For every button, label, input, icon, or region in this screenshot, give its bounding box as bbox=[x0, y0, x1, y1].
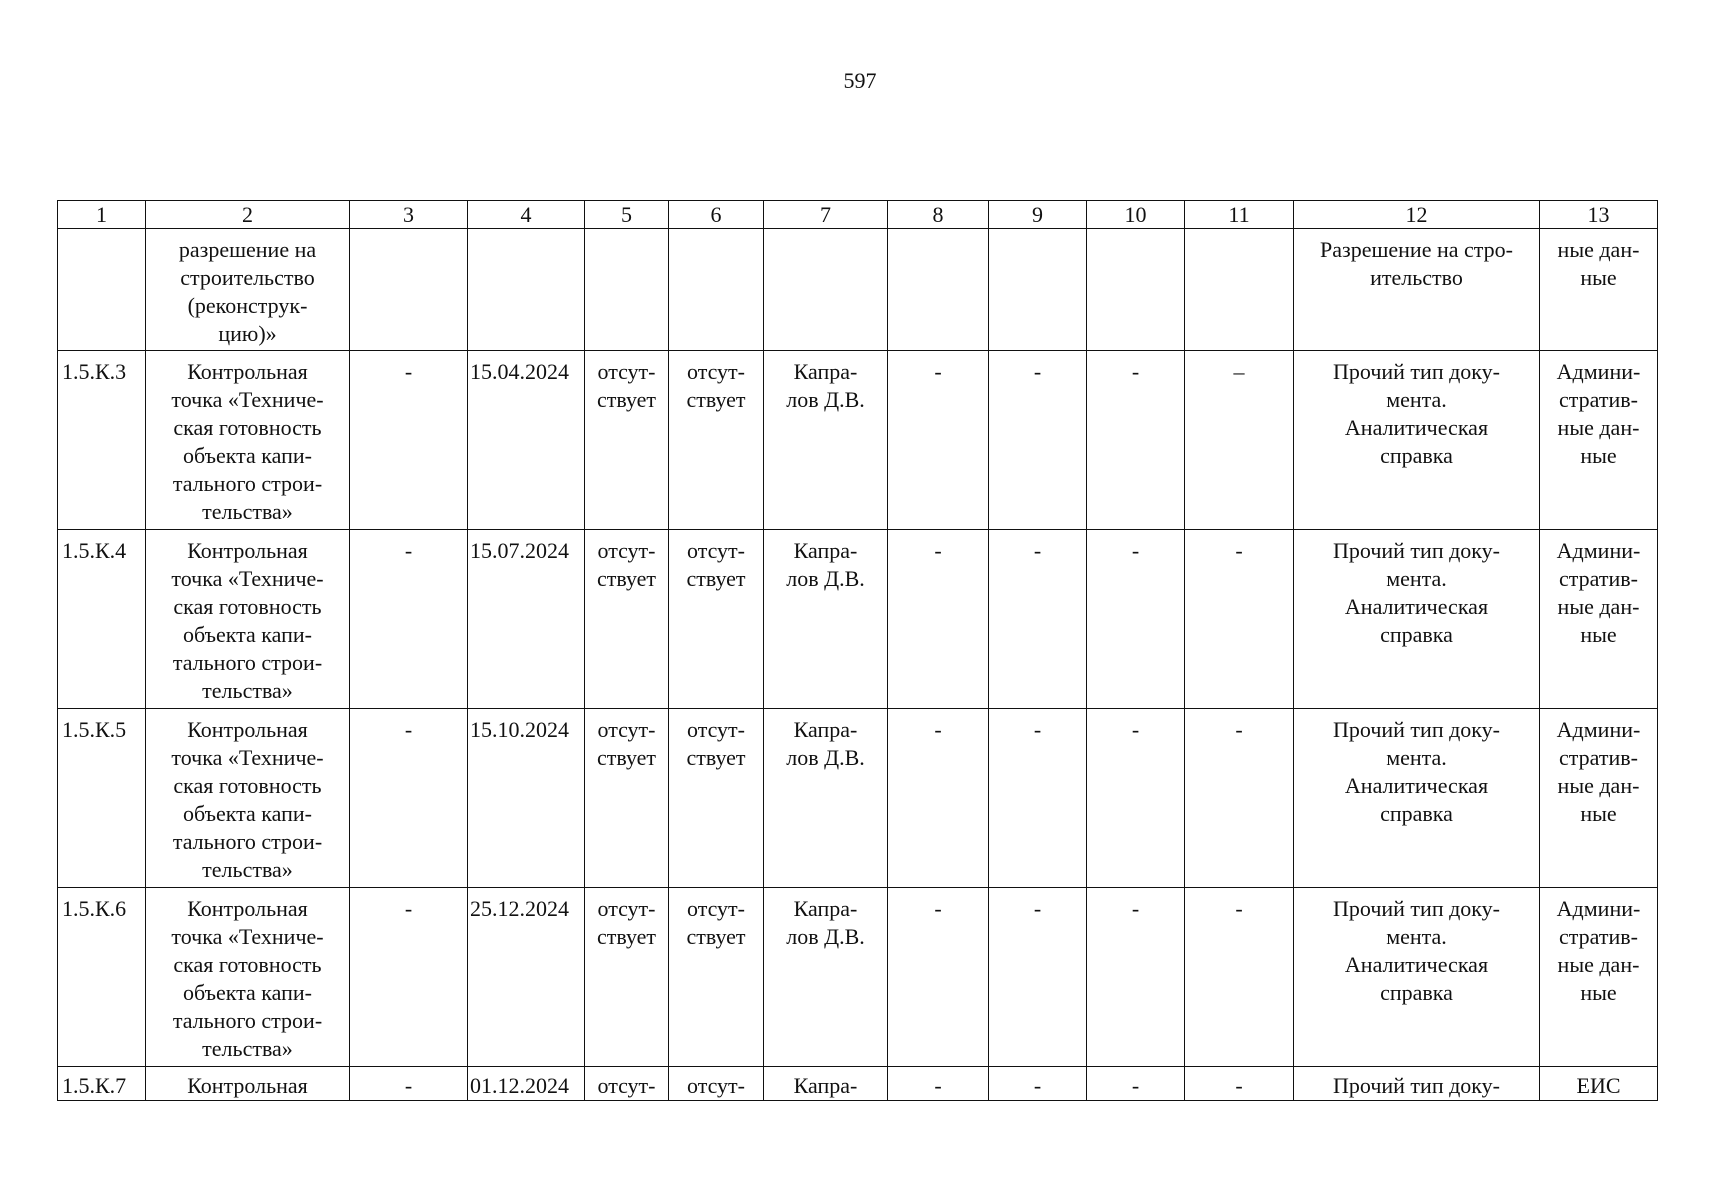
column-number: 11 bbox=[1185, 201, 1294, 229]
cell-date bbox=[468, 229, 585, 351]
cell-document-type: Прочий тип доку- мента. Аналитическая справка bbox=[1294, 530, 1540, 709]
cell-col8 bbox=[888, 229, 989, 351]
cell-col10: - bbox=[1087, 1067, 1185, 1101]
cell-col8: - bbox=[888, 709, 989, 888]
cell-col11 bbox=[1185, 229, 1294, 351]
cell-col5: отсут- ствует bbox=[585, 888, 669, 1067]
cell-col9: - bbox=[989, 530, 1087, 709]
column-number: 4 bbox=[468, 201, 585, 229]
column-number: 9 bbox=[989, 201, 1087, 229]
cell-source: Админи- стратив- ные дан- ные bbox=[1540, 530, 1658, 709]
table-row bbox=[58, 351, 1658, 530]
cell-col5: отсут- ствует bbox=[585, 709, 669, 888]
cell-responsible bbox=[764, 229, 888, 351]
cell-col6: отсут- ствует bbox=[669, 351, 764, 530]
cell-col11: - bbox=[1185, 709, 1294, 888]
column-number: 7 bbox=[764, 201, 888, 229]
cell-col3: - bbox=[350, 888, 468, 1067]
cell-col5: отсут- ствует bbox=[585, 351, 669, 530]
column-number: 5 bbox=[585, 201, 669, 229]
cell-source: ЕИС bbox=[1540, 1067, 1658, 1101]
cell-col5: отсут- ствует bbox=[585, 530, 669, 709]
cell-col6 bbox=[669, 229, 764, 351]
cell-document-type: Прочий тип доку- мента. Аналитическая справка bbox=[1294, 351, 1540, 530]
table-row bbox=[58, 709, 1658, 888]
cell-col5: отсут- bbox=[585, 1067, 669, 1101]
cell-col10: - bbox=[1087, 888, 1185, 1067]
cell-col3: - bbox=[350, 1067, 468, 1101]
cell-col9: - bbox=[989, 351, 1087, 530]
column-number: 6 bbox=[669, 201, 764, 229]
cell-name: Контрольная точка «Техниче- ская готовность объекта капи- тального строи- тельства» bbox=[146, 709, 350, 888]
cell-number: 1.5.К.6 bbox=[58, 888, 146, 1067]
cell-col6: отсут- bbox=[669, 1067, 764, 1101]
cell-col8: - bbox=[888, 530, 989, 709]
table-row bbox=[58, 888, 1658, 1067]
cell-number: 1.5.К.5 bbox=[58, 709, 146, 888]
cell-col6: отсут- ствует bbox=[669, 709, 764, 888]
cell-col11: - bbox=[1185, 530, 1294, 709]
column-number: 1 bbox=[58, 201, 146, 229]
table-row bbox=[58, 530, 1658, 709]
column-number: 8 bbox=[888, 201, 989, 229]
cell-number: 1.5.К.3 bbox=[58, 351, 146, 530]
table-row-continuation bbox=[58, 229, 1658, 351]
cell-responsible: Капра- лов Д.В. bbox=[764, 709, 888, 888]
cell-col10: - bbox=[1087, 530, 1185, 709]
column-number: 10 bbox=[1087, 201, 1185, 229]
cell-col5 bbox=[585, 229, 669, 351]
column-number: 12 bbox=[1294, 201, 1540, 229]
cell-source: ные дан- ные bbox=[1540, 229, 1658, 351]
cell-col3: - bbox=[350, 351, 468, 530]
table-body bbox=[58, 229, 1658, 1101]
column-number: 2 bbox=[146, 201, 350, 229]
cell-col3: - bbox=[350, 709, 468, 888]
cell-number bbox=[58, 229, 146, 351]
cell-col11: - bbox=[1185, 1067, 1294, 1101]
cell-date: 25.12.2024 bbox=[468, 888, 585, 1067]
cell-responsible: Капра- лов Д.В. bbox=[764, 530, 888, 709]
cell-col6: отсут- ствует bbox=[669, 530, 764, 709]
cell-source: Админи- стратив- ные дан- ные bbox=[1540, 709, 1658, 888]
cell-number: 1.5.К.7 bbox=[58, 1067, 146, 1101]
cell-col6: отсут- ствует bbox=[669, 888, 764, 1067]
table-row-partial bbox=[58, 1067, 1658, 1101]
cell-document-type: Прочий тип доку- мента. Аналитическая справка bbox=[1294, 709, 1540, 888]
cell-document-type: Разрешение на стро- ительство bbox=[1294, 229, 1540, 351]
cell-col10: - bbox=[1087, 351, 1185, 530]
cell-col9 bbox=[989, 229, 1087, 351]
cell-col3: - bbox=[350, 530, 468, 709]
milestones-table bbox=[57, 200, 1658, 1101]
cell-col11: – bbox=[1185, 351, 1294, 530]
cell-col8: - bbox=[888, 888, 989, 1067]
cell-name: разрешение на строительство (реконструк- цию)» bbox=[146, 229, 350, 351]
cell-name: Контрольная bbox=[146, 1067, 350, 1101]
cell-col10 bbox=[1087, 229, 1185, 351]
cell-col10: - bbox=[1087, 709, 1185, 888]
cell-document-type: Прочий тип доку- мента. Аналитическая справка bbox=[1294, 888, 1540, 1067]
cell-source: Админи- стратив- ные дан- ные bbox=[1540, 351, 1658, 530]
cell-responsible: Капра- лов Д.В. bbox=[764, 888, 888, 1067]
cell-date: 15.10.2024 bbox=[468, 709, 585, 888]
cell-responsible: Капра- bbox=[764, 1067, 888, 1101]
cell-col9: - bbox=[989, 888, 1087, 1067]
cell-col3 bbox=[350, 229, 468, 351]
column-number: 13 bbox=[1540, 201, 1658, 229]
cell-col11: - bbox=[1185, 888, 1294, 1067]
header-row bbox=[58, 201, 1658, 229]
cell-date: 15.04.2024 bbox=[468, 351, 585, 530]
column-number: 3 bbox=[350, 201, 468, 229]
table-header bbox=[58, 201, 1658, 229]
cell-number: 1.5.К.4 bbox=[58, 530, 146, 709]
cell-col8: - bbox=[888, 351, 989, 530]
cell-col9: - bbox=[989, 1067, 1087, 1101]
cell-name: Контрольная точка «Техниче- ская готовность объекта капи- тального строи- тельства» bbox=[146, 888, 350, 1067]
cell-name: Контрольная точка «Техниче- ская готовность объекта капи- тального строи- тельства» bbox=[146, 351, 350, 530]
cell-date: 15.07.2024 bbox=[468, 530, 585, 709]
cell-date: 01.12.2024 bbox=[468, 1067, 585, 1101]
cell-source: Админи- стратив- ные дан- ные bbox=[1540, 888, 1658, 1067]
cell-col9: - bbox=[989, 709, 1087, 888]
cell-document-type: Прочий тип доку- bbox=[1294, 1067, 1540, 1101]
cell-col8: - bbox=[888, 1067, 989, 1101]
cell-name: Контрольная точка «Техниче- ская готовность объекта капи- тального строи- тельства» bbox=[146, 530, 350, 709]
cell-responsible: Капра- лов Д.В. bbox=[764, 351, 888, 530]
page-number: 597 bbox=[843, 68, 877, 93]
